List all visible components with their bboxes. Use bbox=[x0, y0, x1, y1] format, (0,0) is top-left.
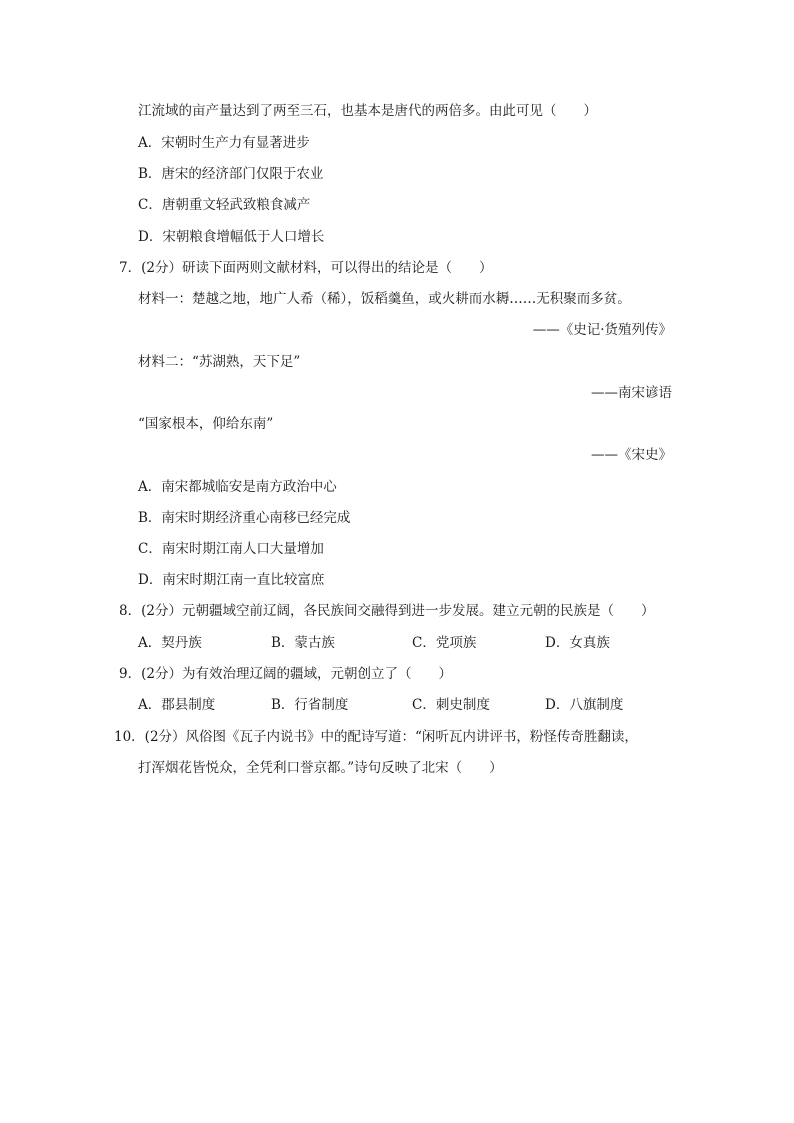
q7-option-c: C．南宋时期江南人口大量增加 bbox=[138, 541, 324, 557]
q8-option-b: B．蒙古族 bbox=[271, 635, 335, 651]
q7-material-2: 材料二：“苏湖熟，天下足” bbox=[138, 354, 301, 370]
q7-source-3: ——《宋史》 bbox=[591, 447, 672, 463]
q6-option-c: C．唐朝重文轻武致粮食减产 bbox=[138, 197, 311, 213]
q7-source-2: ——南宋谚语 bbox=[591, 385, 672, 401]
q10-stem-continuation: 打浑烟花皆悦众，全凭利口誉京都。”诗句反映了北宋（ ） bbox=[138, 760, 503, 776]
q6-continuation: 江流域的亩产量达到了两至三石，也基本是唐代的两倍多。由此可见（ ） bbox=[138, 103, 597, 119]
q9-stem: 9．(2分）为有效治理辽阔的疆域，元朝创立了（ ） bbox=[119, 666, 452, 682]
q6-option-b: B．唐宋的经济部门仅限于农业 bbox=[138, 166, 324, 182]
q7-stem: 7．(2分）研读下面两则文献材料，可以得出的结论是（ ） bbox=[119, 260, 493, 276]
q9-option-b: B．行省制度 bbox=[271, 697, 349, 713]
q8-option-c: C．党项族 bbox=[412, 635, 477, 651]
q7-option-a: A．南宋都城临安是南方政治中心 bbox=[138, 479, 337, 495]
q9-option-c: C．刺史制度 bbox=[412, 697, 490, 713]
q9-option-a: A．郡县制度 bbox=[138, 697, 216, 713]
q7-material-3: “国家根本，仰给东南” bbox=[138, 416, 274, 432]
q7-material-1: 材料一：楚越之地，地广人希（稀），饭稻羹鱼，或火耕而水耨……无积聚而多贫。 bbox=[138, 291, 631, 307]
q6-option-d: D．宋朝粮食增幅低于人口增长 bbox=[138, 229, 325, 245]
q10-stem: 10．(2分）风俗图《瓦子内说书》中的配诗写道：“闲听瓦内讲评书，粉怪传奇胜翻读， bbox=[114, 729, 638, 745]
q8-stem: 8．(2分）元朝疆域空前辽阔，各民族间交融得到进一步发展。建立元朝的民族是（ ） bbox=[119, 603, 655, 619]
q7-option-d: D．南宋时期江南一直比较富庶 bbox=[138, 572, 325, 588]
q8-option-a: A．契丹族 bbox=[138, 635, 202, 651]
q7-option-b: B．南宋时期经济重心南移已经完成 bbox=[138, 510, 351, 526]
q7-source-1: ——《史记·货殖列传》 bbox=[532, 322, 672, 338]
q9-option-d: D．八旗制度 bbox=[545, 697, 624, 713]
q8-option-d: D．女真族 bbox=[545, 635, 610, 651]
q6-option-a: A．宋朝时生产力有显著进步 bbox=[138, 135, 310, 151]
